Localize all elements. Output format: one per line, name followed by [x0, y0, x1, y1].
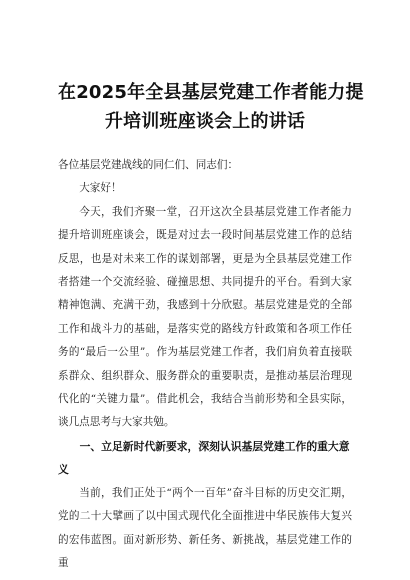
paragraph-opening: 今天，我们齐聚一堂，召开这次全县基层党建工作者能力提升培训班座谈会，既是对过去一段时间基层党建工作的总结反思，也是对未来工作的谋划部署，更是为全县基层党建工作者搭建一个交流经验、碰撞思想、共同提升的平台。看到大家精神饱满、充满干劲，我感到十分欣慰。基层党建是党的全部工作和战斗力的基础，是落实党的路线方针政策和各项工作任务的“最后一公里”。作为基层党建工作者，我们肩负着直接联系群众、组织群众、服务群众的重要职责，是推动基层治理现代化的“关键力量”。借此机会，我结合当前形势和全县实际，谈几点思考与大家共勉。: [58, 205, 352, 429]
salutation: 各位基层党建战线的同仁们、同志们：: [58, 159, 239, 171]
paragraph-section-1: 当前，我们正处于“两个一百年”奋斗目标的历史交汇期，党的二十大擘画了以中国式现代化全面推进中华民族伟大复兴的宏伟蓝图。面对新形势、新任务、新挑战，基层党建工作的重: [58, 486, 352, 569]
title-line-1: 在2025年全县基层党建工作者能力提: [58, 82, 364, 103]
section-heading-1: 一、立足新时代新要求，深刻认识基层党建工作的重大意义: [58, 439, 350, 477]
document-title: [58, 78, 364, 136]
document-body: [58, 154, 352, 575]
greeting: 大家好！: [79, 182, 122, 195]
title-line-2: 升培训班座谈会上的讲话: [104, 111, 306, 132]
